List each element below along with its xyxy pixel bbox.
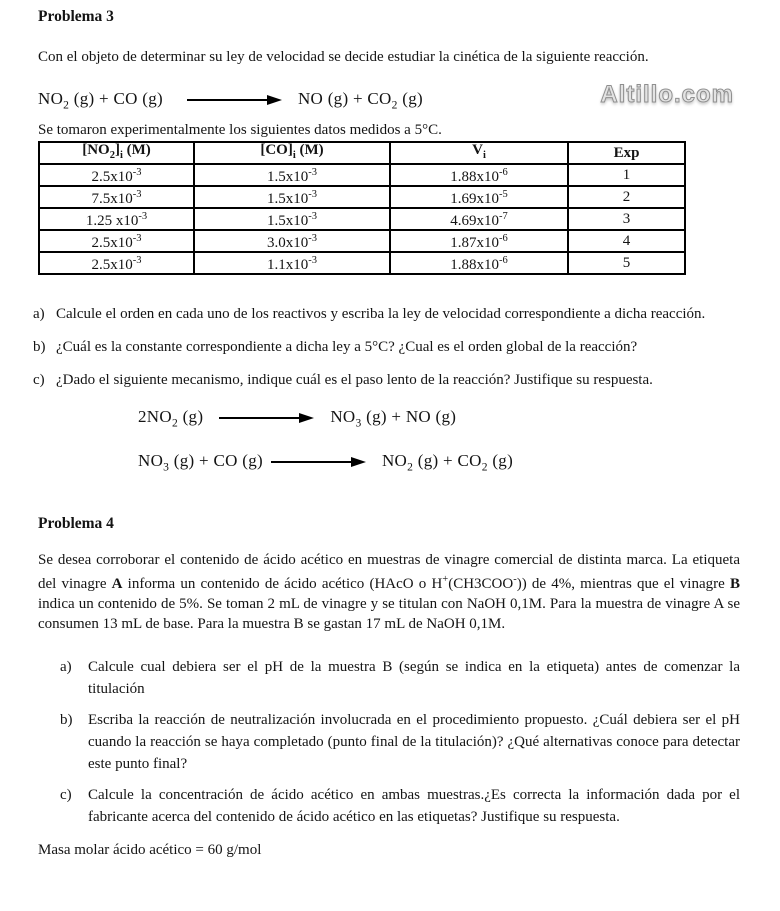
table-cell: $1.5x10^{-3}$ xyxy=(194,208,390,230)
table-caption: Se tomaron experimentalmente los siguientes datos medidos a 5°C. xyxy=(38,122,442,138)
reaction-equation xyxy=(38,81,740,115)
table-cell: $1.88x10^{-6}$ xyxy=(390,252,568,274)
mechanism-block xyxy=(138,405,740,475)
table-cell: $1.69x10^{-5}$ xyxy=(390,186,568,208)
table-cell: $2.5x10^{-3}$ xyxy=(39,252,194,274)
mechanism1-lhs: $2NO_2$ (g) xyxy=(138,406,204,430)
problem3-question-list xyxy=(33,303,740,391)
altillo-watermark: Altillo.com xyxy=(600,81,734,108)
kinetics-data-table xyxy=(38,141,686,275)
mechanism-step-1 xyxy=(138,405,740,431)
problem3-intro: Con el objeto de determinar su ley de velocidad se decide estudiar la cinética de la siguiente reacción. xyxy=(38,49,649,65)
header-experiment: Exp xyxy=(568,142,685,164)
list-item-a xyxy=(33,303,740,325)
table-header-row xyxy=(39,142,685,164)
header-co-concentration: $[CO]_i$ (M) xyxy=(194,142,390,164)
list-item-b xyxy=(60,709,740,775)
table-row xyxy=(39,230,685,252)
list-item-b xyxy=(33,336,740,358)
problem4-intro: Se desea corroborar el contenido de ácido acético en muestras de vinagre comercial de distinta marca. La etiqueta del vinagre A informa un contenido de ácido acético (HAcO o H+(CH3COO-)) de 4%, mientras que el vinagre B indica un contenido de 5%. Se toman 2 mL de vinagre y se titulan con NaOH 0,1M. Para la muestra de vinagre A se consumen 13 mL de base. Para la muestra B se gastan 17 mL de NaOH 0,1M. xyxy=(38,552,740,632)
list-item-text: Calcule cual debiera ser el pH de la muestra B (según se indica en la etiqueta) antes de comenzar la titulación xyxy=(88,659,740,697)
list-marker: b) xyxy=(33,339,46,355)
mechanism1-rhs: $NO_3$ (g) + NO (g) xyxy=(330,406,457,430)
header-initial-rate: $V_i$ xyxy=(390,142,568,164)
arrow-right-icon xyxy=(219,413,314,423)
list-item-text: ¿Dado el siguiente mecanismo, indique cuál es el paso lento de la reacción? Justifique su respuesta. xyxy=(56,372,653,388)
table-cell: $7.5x10^{-3}$ xyxy=(39,186,194,208)
list-marker: b) xyxy=(60,712,73,728)
table-cell: $1.5x10^{-3}$ xyxy=(194,186,390,208)
table-cell: 4 xyxy=(568,230,685,252)
list-marker: c) xyxy=(60,787,72,803)
table-cell: $1.87x10^{-6}$ xyxy=(390,230,568,252)
list-marker: a) xyxy=(60,659,72,675)
mechanism2-lhs: $NO_3$ (g) + CO (g) xyxy=(138,450,263,474)
table-cell: $4.69x10^{-7}$ xyxy=(390,208,568,230)
problem4-title: Problema 4 xyxy=(38,515,114,532)
molar-mass-note: Masa molar ácido acético = 60 g/mol xyxy=(38,842,262,858)
table-cell: 5 xyxy=(568,252,685,274)
list-item-c xyxy=(60,784,740,828)
problem4-question-list xyxy=(60,656,740,828)
problem3-title: Problema 3 xyxy=(38,8,114,25)
reaction-rhs: NO $(g) + CO_2$ (g) xyxy=(297,88,423,112)
arrow-right-icon xyxy=(271,457,366,467)
header-no2-concentration: $[NO_2]_i$ (M) xyxy=(39,142,194,164)
table-cell: 3 xyxy=(568,208,685,230)
table-cell: $1.1x10^{-3}$ xyxy=(194,252,390,274)
table-cell: $2.5x10^{-3}$ xyxy=(39,230,194,252)
list-marker: c) xyxy=(33,372,45,388)
arrow-right-icon xyxy=(187,95,282,105)
table-cell: $2.5x10^{-3}$ xyxy=(39,164,194,186)
table-cell: 1 xyxy=(568,164,685,186)
list-item-text: ¿Cuál es la constante correspondiente a dicha ley a 5°C? ¿Cual es el orden global de la reacción? xyxy=(56,339,638,355)
list-item-c xyxy=(33,369,740,391)
table-cell: $3.0x10^{-3}$ xyxy=(194,230,390,252)
table-cell: 1.25 $x10^{-3}$ xyxy=(39,208,194,230)
mechanism2-rhs: $NO_2$ $(g) + CO_2$ (g) xyxy=(381,450,514,474)
table-cell: $1.88x10^{-6}$ xyxy=(390,164,568,186)
reaction-lhs: $NO_2$ (g) + CO (g) xyxy=(38,88,163,112)
list-item-text: Escriba la reacción de neutralización involucrada en el procedimiento propuesto. ¿Cuál debiera ser el pH cuando la reacción se haya completado (punto final de la titulación)? ¿Qué alternativas conoce para detectar este punto final? xyxy=(88,712,740,772)
table-cell: $1.5x10^{-3}$ xyxy=(194,164,390,186)
table-row xyxy=(39,164,685,186)
table-row xyxy=(39,252,685,274)
list-item-text: Calcule la concentración de ácido acético en ambas muestras.¿Es correcta la información dada por el fabricante acerca del contenido de ácido acético en las etiquetas? Justifique su respuesta. xyxy=(88,787,740,825)
list-item-a xyxy=(60,656,740,700)
list-item-text: Calcule el orden en cada uno de los reactivos y escriba la ley de velocidad correspondiente a dicha reacción. xyxy=(56,306,706,322)
table-cell: 2 xyxy=(568,186,685,208)
table-row xyxy=(39,186,685,208)
list-marker: a) xyxy=(33,306,45,322)
table-row xyxy=(39,208,685,230)
mechanism-step-2 xyxy=(138,449,740,475)
